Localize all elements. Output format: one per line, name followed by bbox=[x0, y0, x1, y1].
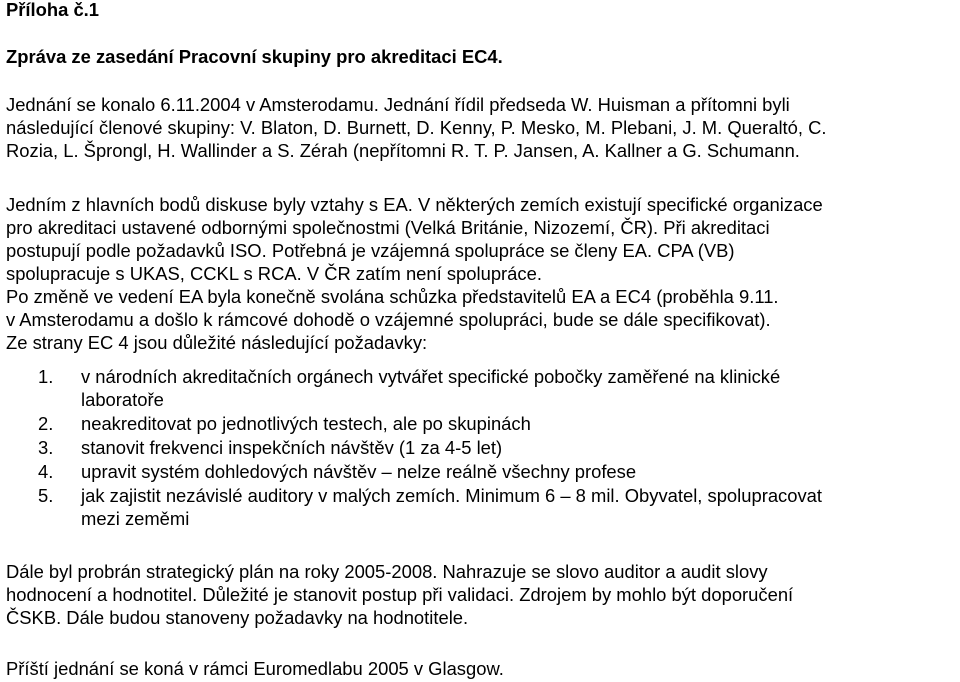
list-item-number: 5. bbox=[38, 485, 54, 506]
list-item-text: upravit systém dohledových návštěv – nelze reálně všechny profese bbox=[81, 461, 637, 482]
strategy-paragraph bbox=[6, 560, 954, 629]
intro-line: Rozia, L. Šprongl, H. Wallinder a S. Zérah (nepřítomni R. T. P. Jansen, A. Kallner a G. Schumann. bbox=[6, 140, 800, 161]
intro-line: Jednání se konalo 6.11.2004 v Amsterodamu. Jednání řídil předseda W. Huisman a přítomni byli bbox=[6, 94, 790, 115]
discussion-paragraph bbox=[6, 193, 954, 354]
list-item-number: 2. bbox=[38, 413, 54, 434]
discussion-line: v Amsterodamu a došlo k rámcové dohodě o vzájemné spolupráci, bude se dále specifikovat). bbox=[6, 309, 771, 330]
intro-paragraph bbox=[6, 93, 954, 162]
document-title: Zpráva ze zasedání Pracovní skupiny pro akreditaci EC4. bbox=[6, 46, 503, 67]
list-item-text: v národních akreditačních orgánech vytvářet specifické pobočky zaměřené na klinické laboratoře bbox=[81, 366, 781, 410]
discussion-line: postupují podle požadavků ISO. Potřebná je vzájemná spolupráce se členy EA. CPA (VB) bbox=[6, 240, 735, 261]
discussion-line: Po změně ve vedení EA byla konečně svolána schůzka představitelů EA a EC4 (proběhla 9.11. bbox=[6, 286, 779, 307]
discussion-line: Ze strany EC 4 jsou důležité následující požadavky: bbox=[6, 332, 428, 353]
strategy-line: hodnocení a hodnotitel. Důležité je stanovit postup při validaci. Zdrojem by mohlo být doporučení bbox=[6, 584, 794, 605]
strategy-line: Dále byl probrán strategický plán na roky 2005-2008. Nahrazuje se slovo auditor a audit slovy bbox=[6, 561, 768, 582]
list-item-number: 4. bbox=[38, 461, 54, 482]
discussion-line: pro akreditaci ustavené odbornými společnostmi (Velká Británie, Nizozemí, ČR). Při akreditaci bbox=[6, 217, 770, 238]
list-item-text: jak zajistit nezávislé auditory v malých zemích. Minimum 6 – 8 mil. Obyvatel, spolupracovat mezi zeměmi bbox=[81, 485, 823, 529]
next-meeting-paragraph bbox=[6, 657, 954, 680]
discussion-line: spolupracuje s UKAS, CCKL s RCA. V ČR zatím není spolupráce. bbox=[6, 263, 542, 284]
next-meeting-line: Příští jednání se koná v rámci Euromedlabu 2005 v Glasgow. bbox=[6, 658, 504, 679]
list-item-text: neakreditovat po jednotlivých testech, ale po skupinách bbox=[81, 413, 531, 434]
list-item-number: 3. bbox=[38, 437, 54, 458]
discussion-line: Jedním z hlavních bodů diskuse byly vztahy s EA. V některých zemích existují specifické organizace bbox=[6, 194, 823, 215]
intro-line: následující členové skupiny: V. Blaton, D. Burnett, D. Kenny, P. Mesko, M. Plebani, J. M. Queraltó, C. bbox=[6, 117, 827, 138]
list-item-number: 1. bbox=[38, 366, 54, 387]
annex-label: Příloha č.1 bbox=[6, 0, 100, 20]
list-item-text: stanovit frekvenci inspekčních návštěv (1 za 4-5 let) bbox=[81, 437, 503, 458]
strategy-line: ČSKB. Dále budou stanoveny požadavky na hodnotitele. bbox=[6, 607, 469, 628]
